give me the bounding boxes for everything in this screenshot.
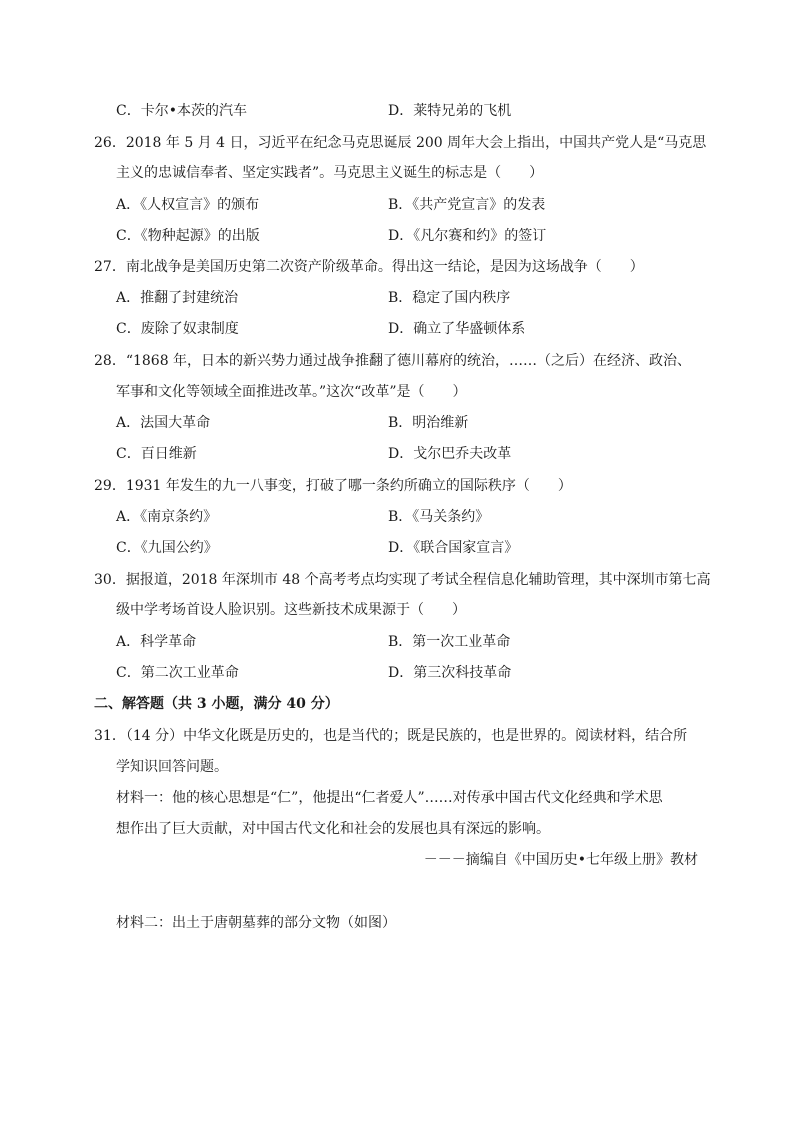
question-26-stem: 26．2018 年 5 月 4 日，习近平在纪念马克思诞辰 200 周年大会上指出，中国共产党人是“马克思 [94, 135, 707, 151]
question-26-stem-cont: 主义的忠诚信奉者、坚定实践者”。马克思主义诞生的标志是（ ） [116, 165, 544, 181]
q26-option-a: A．《人权宣言》的颁布 [116, 197, 260, 213]
q30-option-a: A．科学革命 [116, 634, 197, 650]
q30-option-d: D．第三次科技革命 [388, 665, 512, 681]
q27-option-b: B．稳定了国内秩序 [388, 290, 511, 306]
q29-option-b: B．《马关条约》 [388, 509, 490, 525]
q26-option-b: B．《共产党宣言》的发表 [388, 197, 546, 213]
question-30-stem-cont: 级中学考场首设人脸识别。这些新技术成果源于（ ） [116, 602, 466, 618]
option-d: D．莱特兄弟的飞机 [388, 103, 512, 119]
question-27-stem: 27．南北战争是美国历史第二次资产阶级革命。得出这一结论，是因为这场战争（ ） [94, 259, 644, 275]
q29-option-d: D．《联合国家宣言》 [388, 540, 519, 556]
question-28-stem: 28．“1868 年，日本的新兴势力通过战争推翻了德川幕府的统治，……（之后）在经济、政治、 [94, 353, 692, 369]
q28-option-c: C．百日维新 [116, 446, 197, 462]
q30-option-c: C．第二次工业革命 [116, 665, 239, 681]
question-30-stem: 30．据报道，2018 年深圳市 48 个高考考点均实现了考试全程信息化辅助管理，其中深圳市第七高 [94, 572, 711, 588]
q28-option-a: A．法国大革命 [116, 415, 211, 431]
q30-option-b: B．第一次工业革命 [388, 634, 511, 650]
q26-option-d: D．《凡尔赛和约》的签订 [388, 228, 547, 244]
q26-option-c: C．《物种起源》的出版 [116, 228, 260, 244]
question-28-stem-cont: 军事和文化等领域全面推进改革。”这次“改革”是（ ） [116, 384, 467, 400]
material-1: 材料一：他的核心思想是“仁”，他提出“仁者爱人”……对传承中国古代文化经典和学术思 [116, 790, 663, 806]
q29-option-a: A．《南京条约》 [116, 509, 218, 525]
option-c: C．卡尔•本茨的汽车 [116, 103, 247, 119]
q27-option-d: D．确立了华盛顿体系 [388, 321, 526, 337]
q27-option-a: A．推翻了封建统治 [116, 290, 239, 306]
q29-option-c: C．《九国公约》 [116, 540, 218, 556]
q28-option-d: D．戈尔巴乔夫改革 [388, 446, 512, 462]
material-1-source: －－－摘编自《中国历史•七年级上册》教材 [423, 852, 698, 868]
question-31-stem-cont: 学知识回答问题。 [116, 759, 228, 775]
material-1-cont: 想作出了巨大贡献，对中国古代文化和社会的发展也具有深远的影响。 [116, 821, 550, 837]
question-29-stem: 29．1931 年发生的九一八事变，打破了哪一条约所确立的国际秩序（ ） [94, 478, 572, 494]
q28-option-b: B．明治维新 [388, 415, 469, 431]
section-heading: 二、解答题（共 3 小题，满分 40 分） [94, 696, 339, 712]
question-31-stem: 31．（14 分）中华文化既是历史的，也是当代的；既是民族的，也是世界的。阅读材料，结合所 [94, 728, 688, 744]
material-2: 材料二：出土于唐朝墓葬的部分文物（如图） [116, 915, 396, 931]
q27-option-c: C．废除了奴隶制度 [116, 321, 239, 337]
